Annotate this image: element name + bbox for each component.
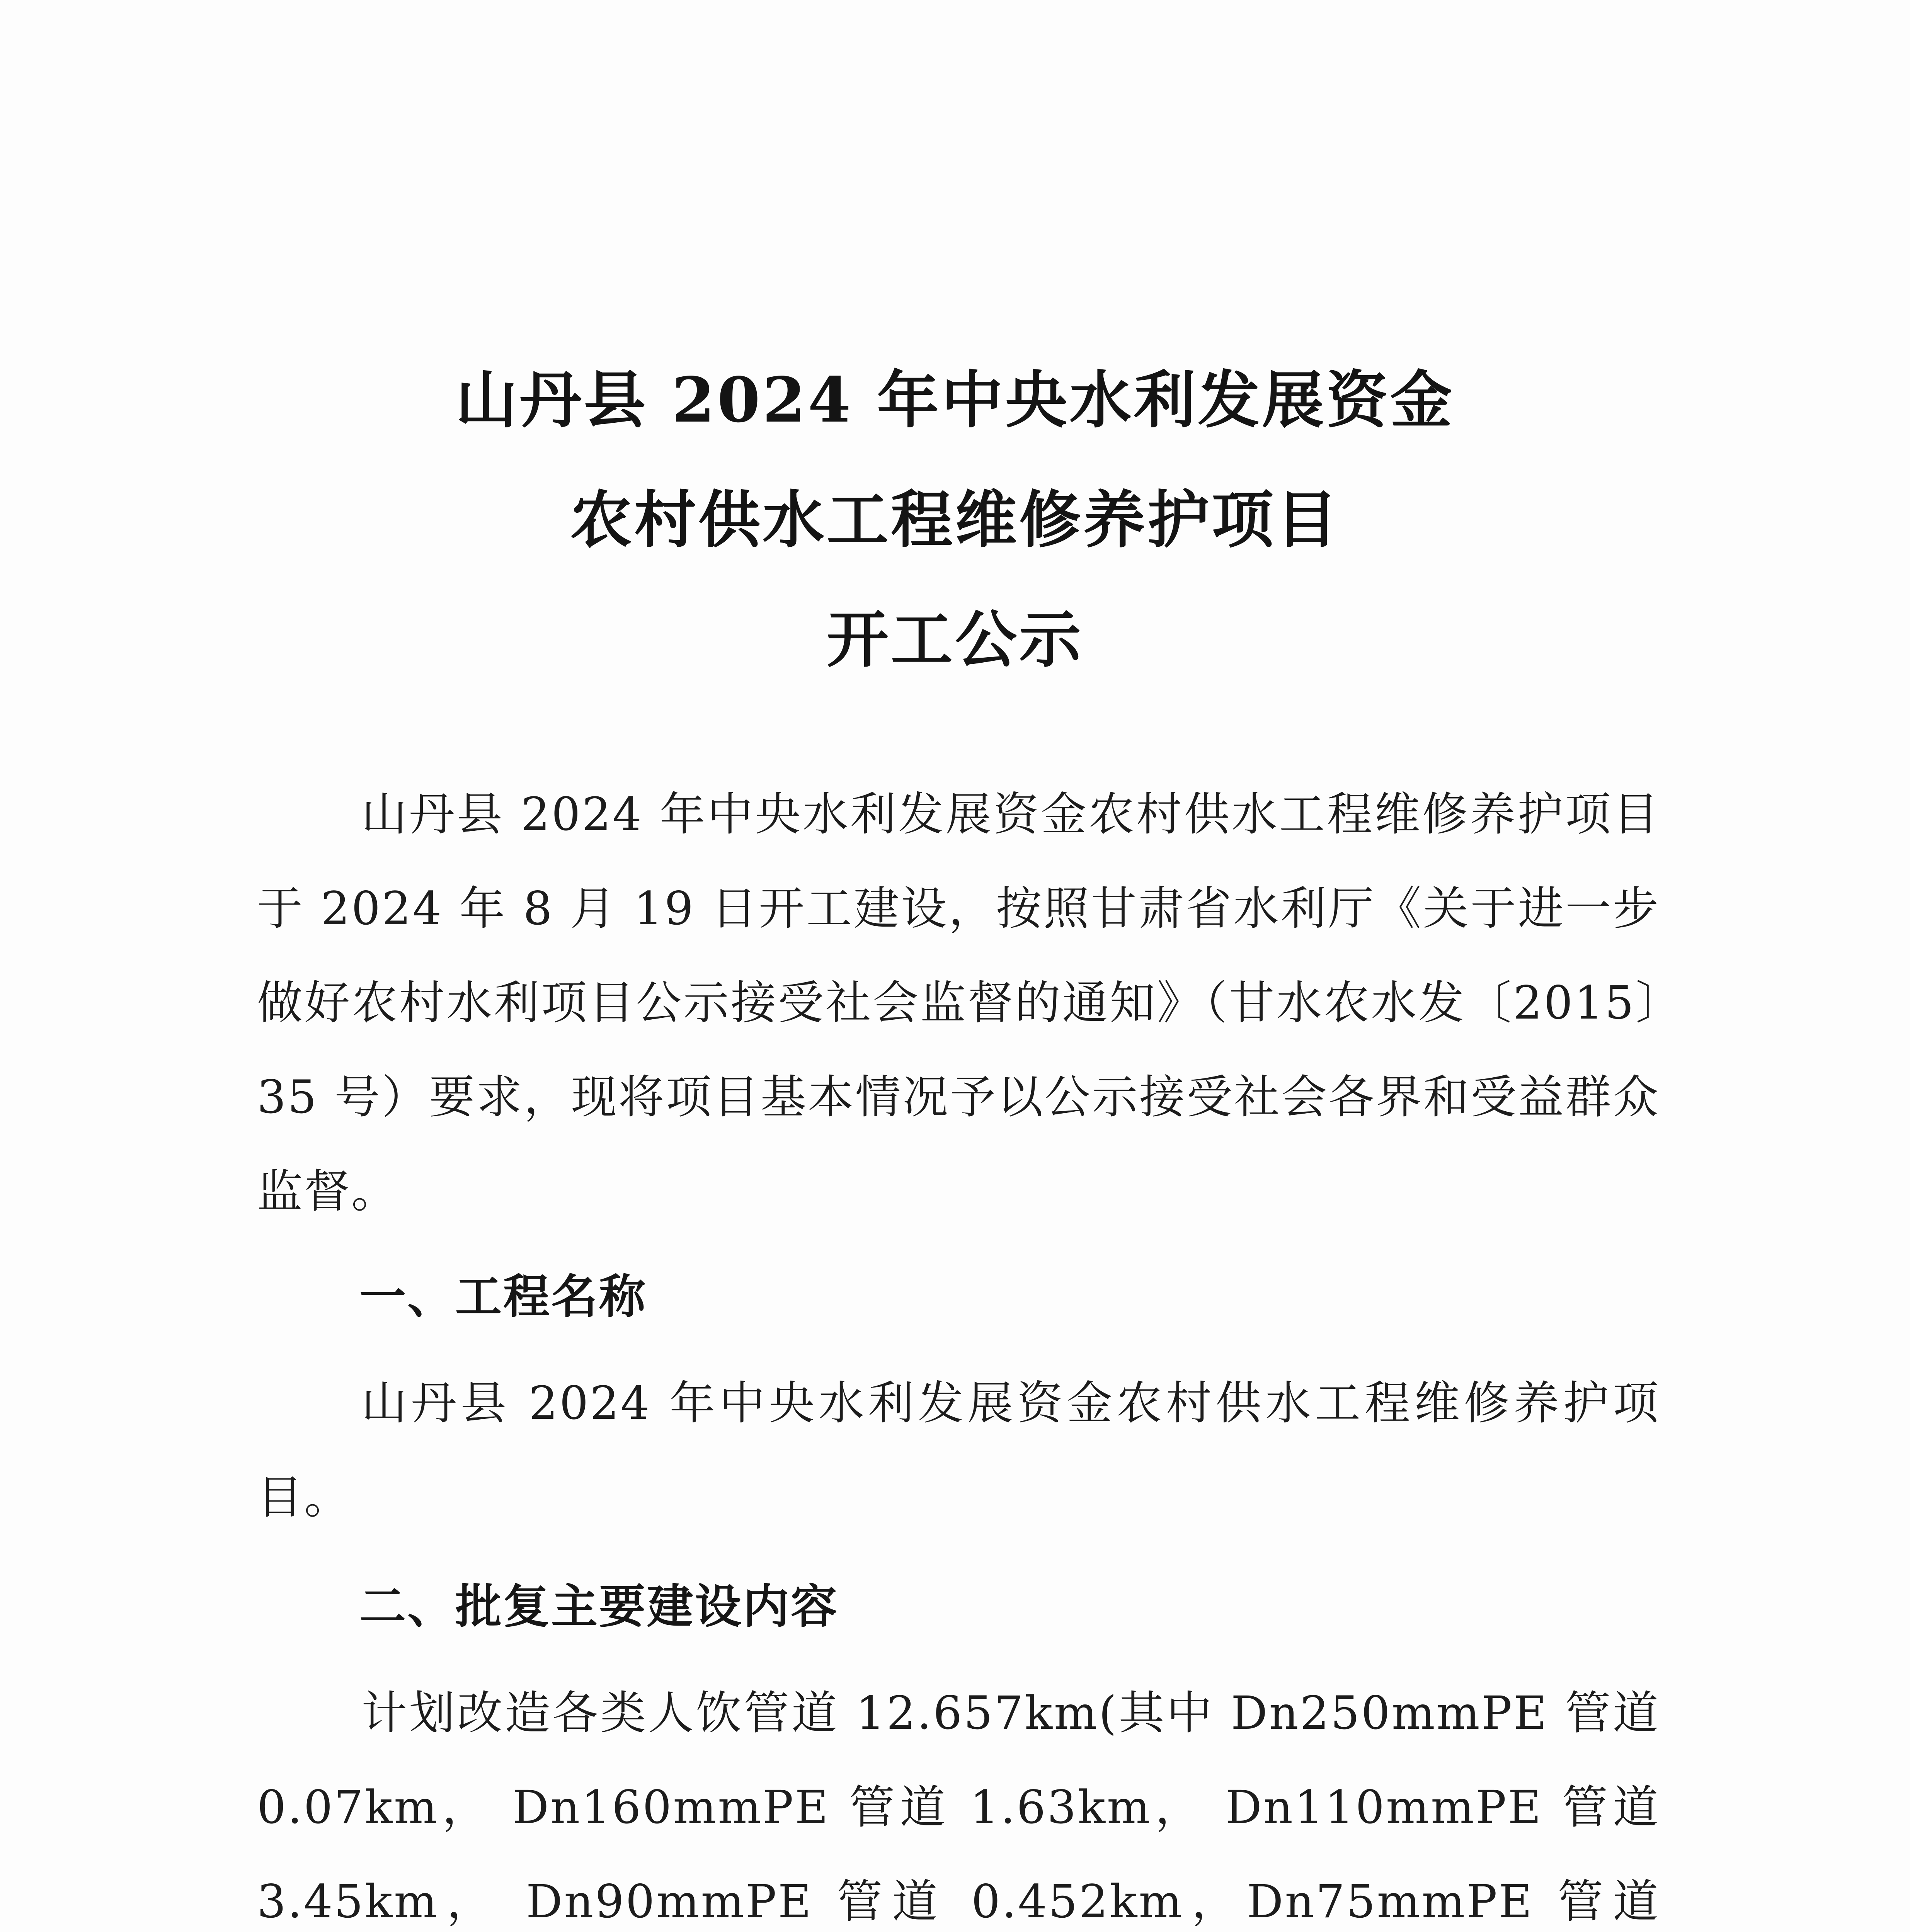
intro-paragraph: 山丹县 2024 年中央水利发展资金农村供水工程维修养护项目于 2024 年 8 月 19 日开工建设，按照甘肃省水利厅《关于进一步做好农村水利项目公示接受社会监督的通知》（甘水农水发〔2015〕35 号）要求，现将项目基本情况予以公示接受社会各界和受益群众监督。: [257, 787, 1660, 1218]
section-body-project-name: 山丹县 2024 年中央水利发展资金农村供水工程维修养护项目。: [257, 1376, 1660, 1524]
section-heading-construction-content: 二、批复主要建设内容: [359, 1580, 839, 1634]
document-title: [0, 340, 1910, 699]
section-heading-project-name: 一、工程名称: [359, 1270, 647, 1324]
title-line-3: 开工公示: [826, 603, 1083, 676]
title-line-1: 山丹县 2024 年中央水利发展资金: [455, 364, 1455, 436]
section-body-construction-content: 计划改造各类人饮管道 12.657km(其中 Dn250mmPE 管道 0.07km， Dn160mmPE 管道 1.63km， Dn110mmPE 管道 3.45km， Dn90mmPE 管道 0.452km，Dn75mmPE 管道: [257, 1686, 1660, 1928]
title-line-2: 农村供水工程维修养护项目: [570, 483, 1340, 556]
document-body: [257, 767, 1660, 1932]
